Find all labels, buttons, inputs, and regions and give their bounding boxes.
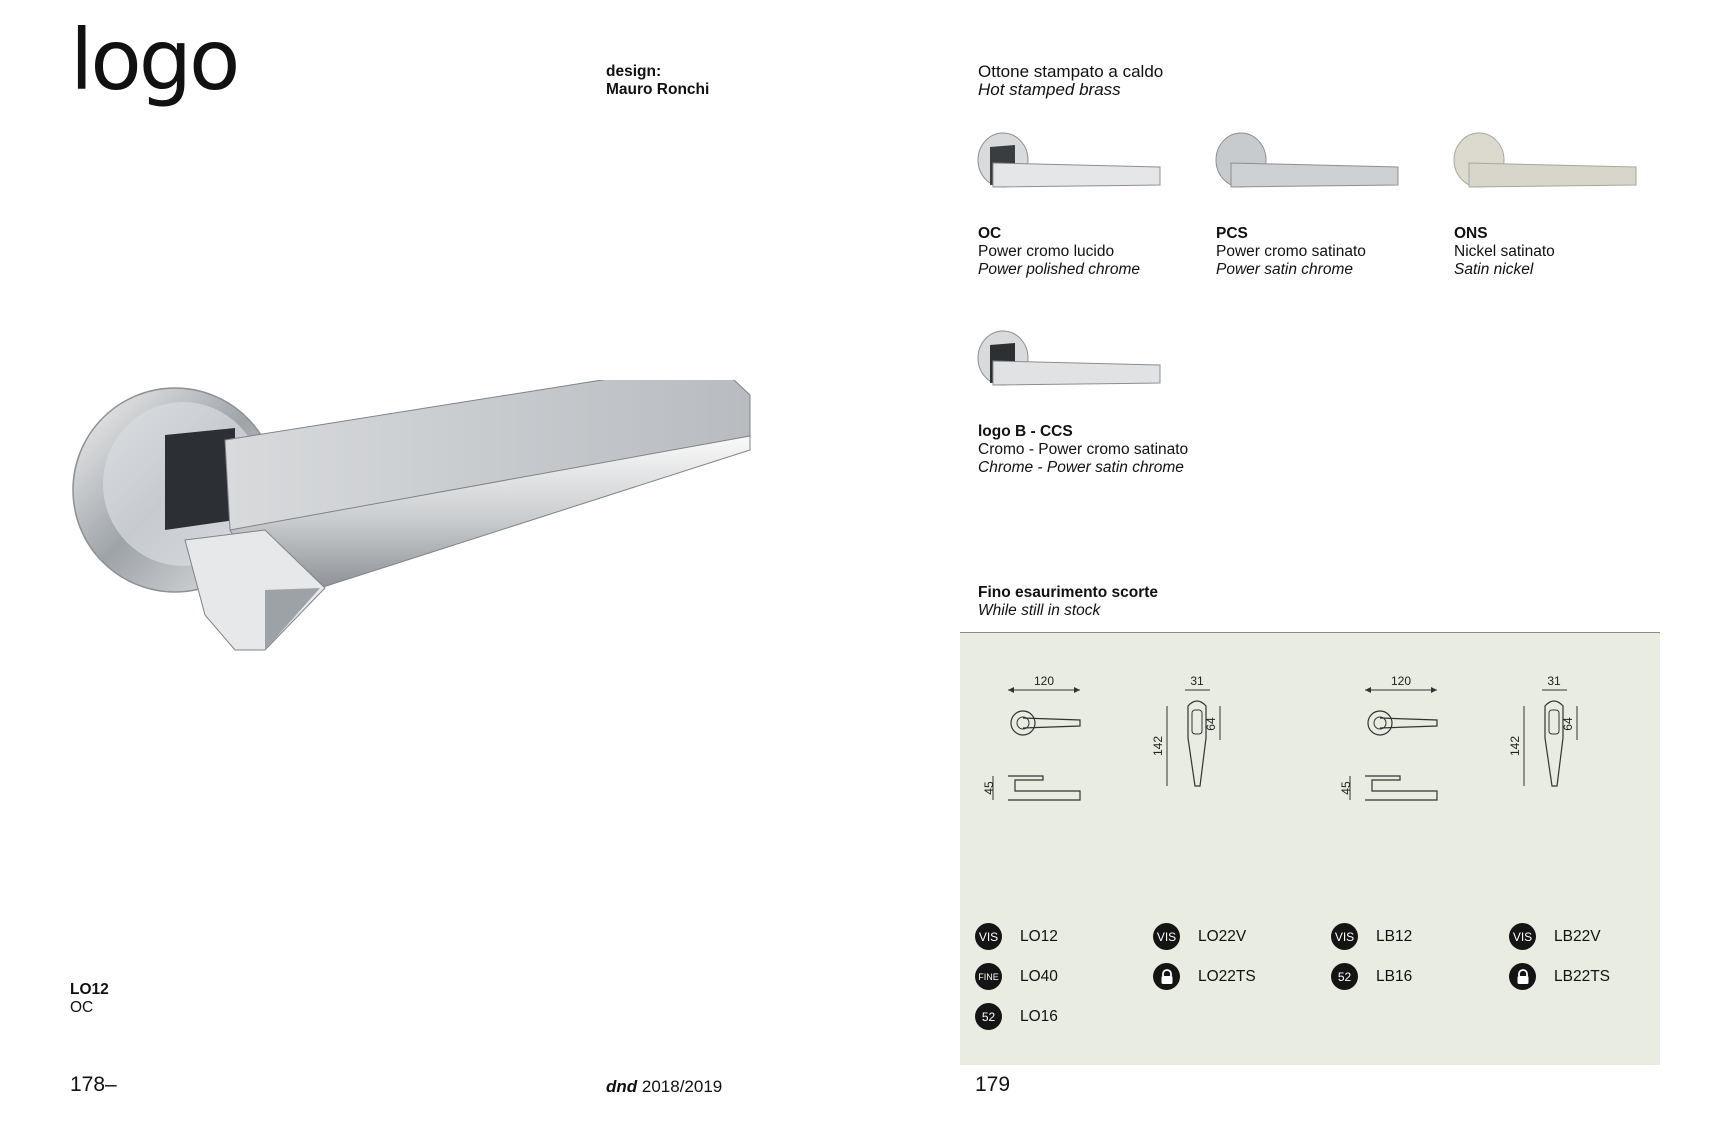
model-item bbox=[1331, 963, 1412, 990]
dim-grip-b: 64 bbox=[1561, 717, 1575, 731]
dim-width-b: 31 bbox=[1547, 674, 1561, 688]
model-code: LO16 bbox=[1020, 1007, 1058, 1025]
finish-logo-b-code: logo B - CCS bbox=[978, 423, 1073, 440]
drawing-lb-front bbox=[1507, 668, 1597, 798]
dim-height-b: 142 bbox=[1508, 735, 1522, 757]
vis-badge: VIS bbox=[1509, 923, 1536, 950]
finish-oc-en: Power polished chrome bbox=[978, 261, 1140, 278]
finish-ons-image bbox=[1451, 125, 1641, 215]
model-item bbox=[1509, 963, 1610, 990]
catalog-year: 2018/2019 bbox=[641, 1077, 723, 1096]
model-code: LB12 bbox=[1376, 927, 1413, 945]
model-item bbox=[975, 1003, 1058, 1030]
finish-oc-image bbox=[975, 125, 1165, 215]
main-product-code: LO12 bbox=[70, 981, 109, 998]
finish-ons-it: Nickel satinato bbox=[1454, 243, 1555, 260]
model-code: LO22TS bbox=[1198, 967, 1256, 985]
fine-badge: FINE bbox=[975, 963, 1002, 990]
finish-ons-code: ONS bbox=[1454, 225, 1488, 242]
vis-badge: VIS bbox=[1331, 923, 1358, 950]
model-item bbox=[1509, 923, 1601, 950]
lock-icon bbox=[1153, 963, 1180, 990]
model-item bbox=[1153, 963, 1256, 990]
model-item bbox=[1331, 923, 1412, 950]
finish-pcs-image bbox=[1213, 125, 1403, 215]
main-product-finish: OC bbox=[70, 999, 94, 1016]
vis-badge: VIS bbox=[975, 923, 1002, 950]
dim-projection-b: 45 bbox=[1339, 781, 1353, 795]
left-page-number: 178– bbox=[70, 1073, 117, 1096]
finish-logo-b-it: Cromo - Power cromo satinato bbox=[978, 441, 1189, 458]
drawing-lb-top-side bbox=[1332, 668, 1452, 818]
design-label: design: bbox=[606, 63, 662, 80]
stock-note-it: Fino esaurimento scorte bbox=[978, 584, 1159, 601]
page-title: logo bbox=[70, 11, 238, 109]
dim-length: 120 bbox=[1033, 674, 1055, 688]
right-page-number: 179 bbox=[975, 1073, 1011, 1096]
finish-oc-code: OC bbox=[978, 225, 1002, 242]
dim-width: 31 bbox=[1190, 674, 1204, 688]
vis-badge: VIS bbox=[1153, 923, 1180, 950]
model-code: LO12 bbox=[1020, 927, 1058, 945]
dim-grip: 64 bbox=[1204, 717, 1218, 731]
model-code: LO40 bbox=[1020, 967, 1058, 985]
model-item bbox=[1153, 923, 1246, 950]
main-handle-image bbox=[65, 380, 775, 660]
dim-height: 142 bbox=[1151, 735, 1165, 757]
model-item bbox=[975, 963, 1058, 990]
designer-name: Mauro Ronchi bbox=[606, 81, 710, 98]
finish-oc-it: Power cromo lucido bbox=[978, 243, 1115, 260]
drawing-lo-front bbox=[1150, 668, 1240, 798]
number-badge: 52 bbox=[1331, 963, 1358, 990]
dim-length-b: 120 bbox=[1390, 674, 1412, 688]
stock-note-en: While still in stock bbox=[978, 602, 1101, 619]
finish-pcs-it: Power cromo satinato bbox=[1216, 243, 1366, 260]
finish-ons-en: Satin nickel bbox=[1454, 261, 1534, 278]
model-code: LB22V bbox=[1554, 927, 1601, 945]
model-code: LB16 bbox=[1376, 967, 1413, 985]
finish-logo-b-ccs-image bbox=[975, 323, 1165, 413]
dim-projection: 45 bbox=[982, 781, 996, 795]
finish-pcs-en: Power satin chrome bbox=[1216, 261, 1353, 278]
material-it: Ottone stampato a caldo bbox=[978, 62, 1164, 81]
material-en: Hot stamped brass bbox=[978, 80, 1121, 99]
finish-pcs-code: PCS bbox=[1216, 225, 1248, 242]
footer-brand bbox=[606, 1077, 722, 1097]
model-code: LB22TS bbox=[1554, 967, 1611, 985]
finish-logo-b-en: Chrome - Power satin chrome bbox=[978, 459, 1184, 476]
number-badge: 52 bbox=[975, 1003, 1002, 1030]
lock-icon bbox=[1509, 963, 1536, 990]
model-code: LO22V bbox=[1198, 927, 1247, 945]
drawing-lo-top-side bbox=[975, 668, 1095, 818]
brand-name: dnd bbox=[606, 1077, 638, 1096]
model-item bbox=[975, 923, 1058, 950]
